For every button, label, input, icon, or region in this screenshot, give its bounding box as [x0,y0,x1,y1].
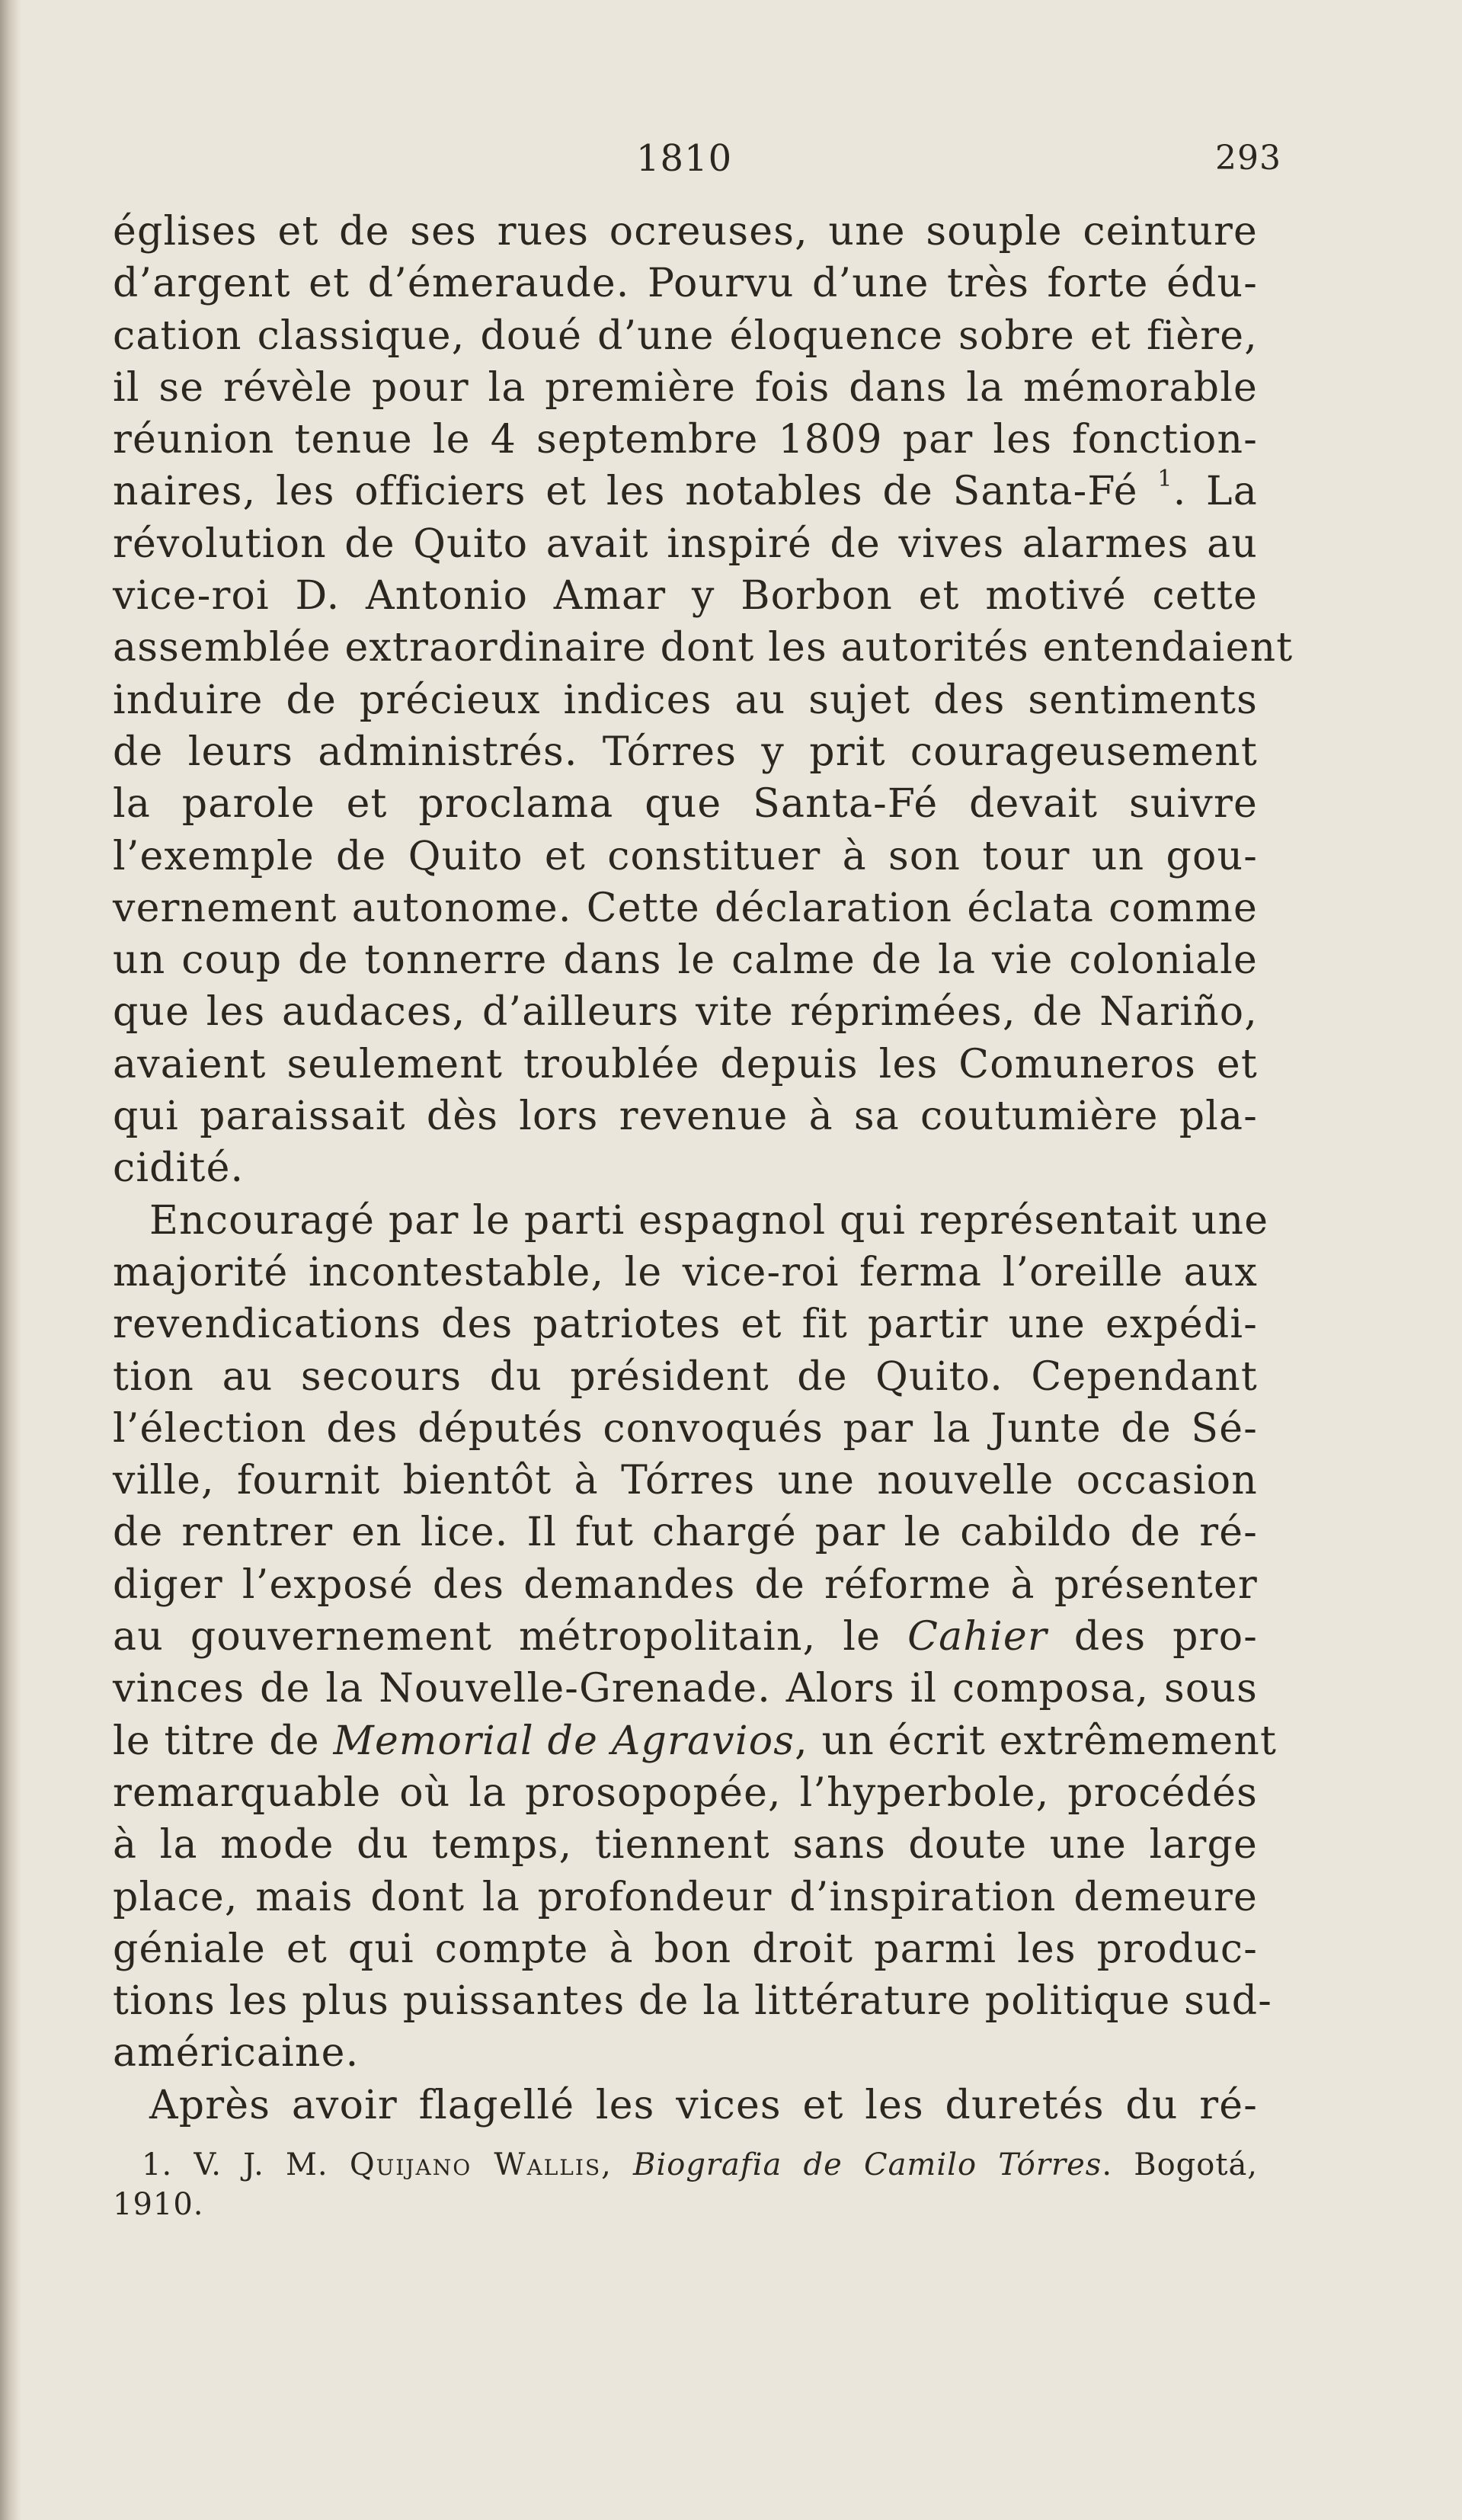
text-line: Après avoir flagellé les vices et les duretés du ré- [149,2082,1258,2128]
italic-title-cahier: Cahier [907,1614,1048,1660]
text-line: américaine. [113,2030,360,2077]
text-line: géniale et qui compte à bon droit parmi les produc- [113,1926,1258,1972]
text-line: cidité. [113,1145,245,1192]
text-span: au gouvernement métropolitain, le [113,1614,881,1660]
text-line: assemblée extraordinaire dont les autorités entendaient [113,625,1294,671]
footnote-title: Biografia de Camilo Tórres [633,2147,1102,2182]
text-line: diger l’exposé des demandes de réforme à présenter [113,1561,1258,1608]
text-line: à la mode du temps, tiennent sans doute une large [113,1822,1258,1868]
footnote-place: . Bogotá, [1102,2147,1259,2182]
text-line: églises et de ses rues ocreuses, une souple ceinture [113,209,1258,255]
text-line: vernement autonome. Cette déclaration éclata comme [113,885,1258,931]
text-span: . La [1172,469,1258,515]
text-line: cation classique, doué d’une éloquence sobre et fière, [113,312,1258,359]
footnote-marker: 1 [1157,466,1173,493]
text-line: l’élection des députés convoqués par la Junte de Sé- [113,1405,1258,1452]
running-head [0,137,1462,191]
footnote-number: 1. V. J. M. [142,2147,328,2182]
text-line [113,1715,1278,1767]
text-line: l’exemple de Quito et constituer à son tour un gou- [113,833,1258,879]
running-title: 1810 [636,137,733,180]
text-line: de rentrer en lice. Il fut chargé par le cabildo de ré- [113,1510,1258,1556]
text-line: ville, fournit bientôt à Tórres une nouvelle occasion [113,1458,1258,1504]
text-line: avaient seulement troublée depuis les Comuneros et [113,1041,1258,1087]
page-edge-shadow [0,0,21,2520]
footnote-line: 1. V. J. M. Quijano Wallis, Biografia de Camilo Tórres. Bogotá, [142,2147,1259,2182]
text-span: , un écrit extrêmement [795,1718,1278,1764]
text-span: des pro- [1073,1614,1258,1660]
text-line: induire de précieux indices au sujet des sentiments [113,677,1258,723]
text-line: la parole et proclama que Santa-Fé devait suivre [113,781,1258,828]
text-line: remarquable où la prosopopée, l’hyperbole, procédés [113,1769,1258,1816]
text-line: que les audaces, d’ailleurs vite réprimées, de Nariño, [113,989,1258,1036]
footnote [113,2145,1258,2224]
text-line: revendications des patriotes et fit partir une expédi- [113,1302,1258,1348]
page-number: 293 [1215,139,1281,178]
text-line: vinces de la Nouvelle-Grenade. Alors il composa, sous [113,1666,1258,1712]
footnote-author: Quijano Wallis [349,2147,602,2182]
text-line: tions les plus puissantes de la littérature politique sud- [113,1978,1273,2025]
footnote-line: 1910. [113,2187,204,2222]
text-line: il se révèle pour la première fois dans la mémorable [113,364,1258,411]
text-line: vice-roi D. Antonio Amar y Borbon et motivé cette [113,573,1258,620]
text-line: un coup de tonnerre dans le calme de la vie coloniale [113,937,1258,984]
text-line: place, mais dont la profondeur d’inspiration demeure [113,1874,1258,1920]
text-span: naires, les officiers et les notables de Santa-Fé [113,469,1138,515]
text-line: qui paraissait dès lors revenue à sa coutumière pla- [113,1093,1258,1140]
text-line: tion au secours du président de Quito. Cependant [113,1353,1258,1400]
text-line [113,1611,1258,1663]
text-line: majorité incontestable, le vice-roi ferma l’oreille aux [113,1249,1258,1295]
text-line: Encouragé par le parti espagnol qui représentait une [149,1197,1269,1244]
text-line: de leurs administrés. Tórres y prit courageusement [113,728,1258,775]
italic-title-memorial: Memorial de Agravios [333,1718,795,1764]
text-line: d’argent et d’émeraude. Pourvu d’une très forte édu- [113,261,1258,307]
text-span: le titre de [113,1718,320,1764]
text-line [113,466,1258,517]
text-line: réunion tenue le 4 septembre 1809 par les fonction- [113,417,1258,463]
text-line: révolution de Quito avait inspiré de vives alarmes au [113,520,1258,567]
body-text [113,206,1294,2131]
